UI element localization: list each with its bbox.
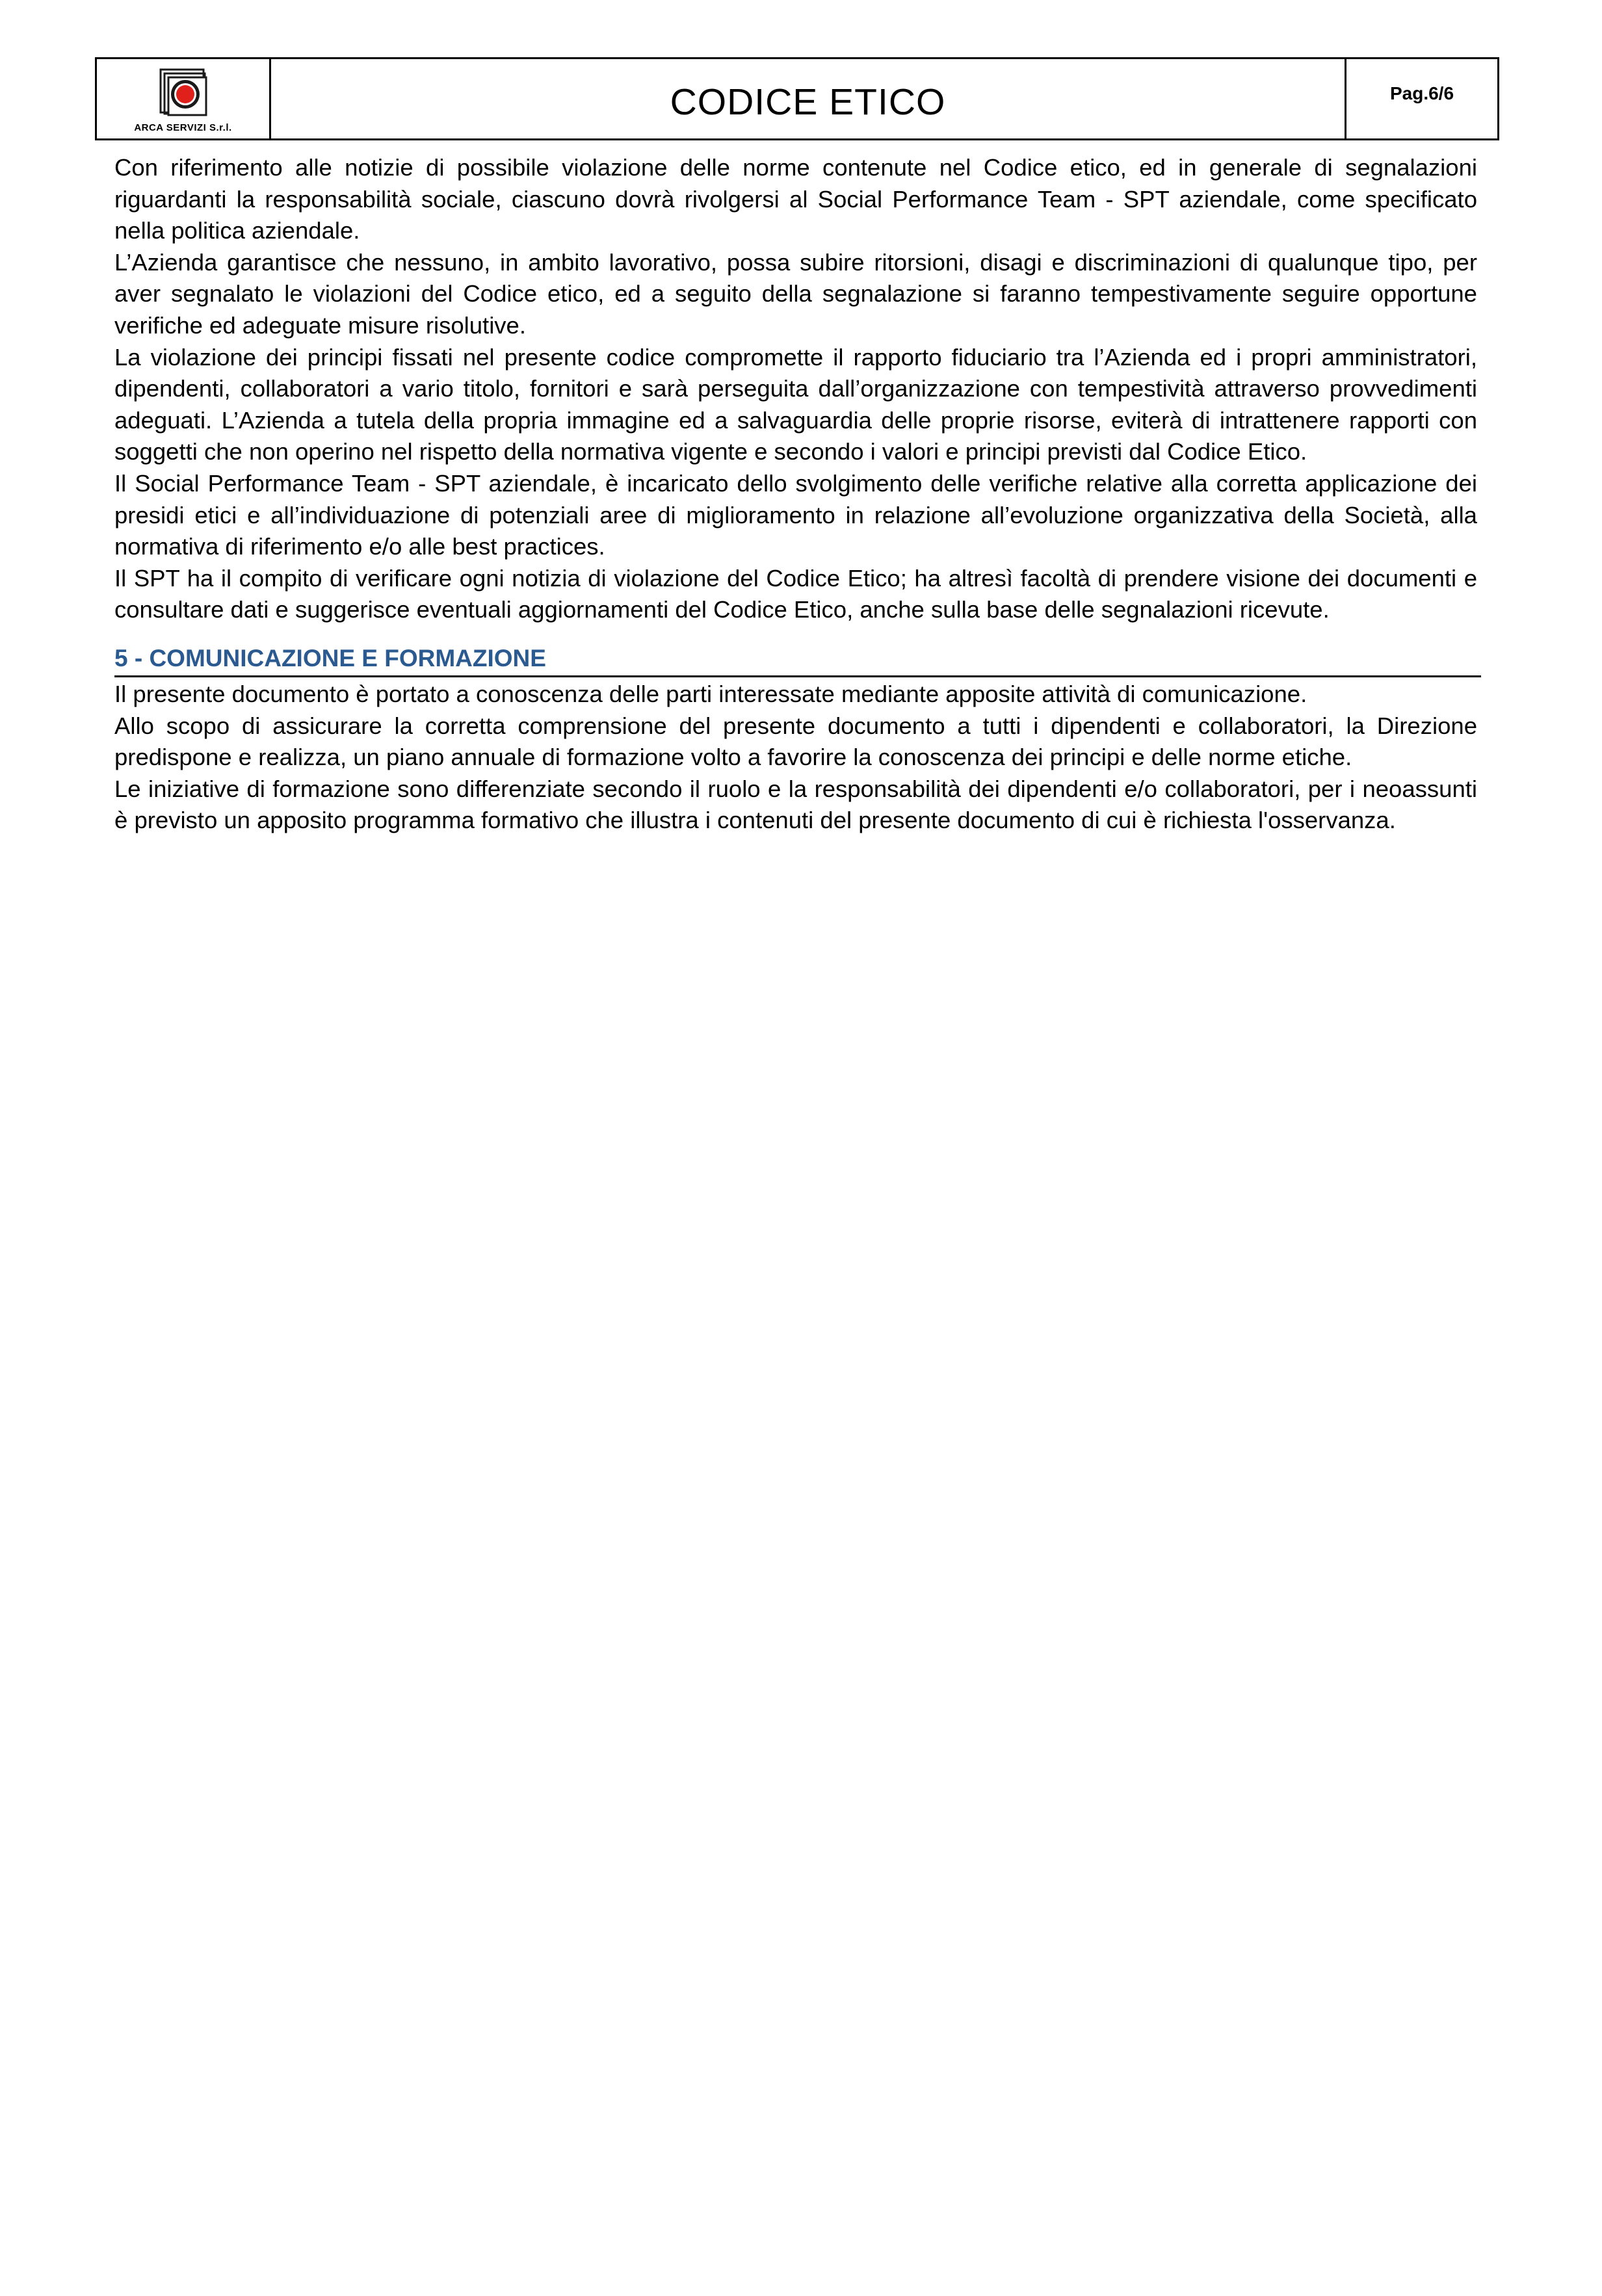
paragraph: Il Social Performance Team - SPT aziendale, è incaricato dello svolgimento delle verifiche relative alla corretta applicazione dei presidi etici e all’individuazione di potenziali aree di miglioramento in relazione all’evoluzione organizzativa della Società, alla normativa di riferimento e/o alle best practices. — [114, 469, 1477, 560]
paragraph: Il presente documento è portato a conoscenza delle parti interessate mediante apposite attività di comunicazione. — [114, 680, 1307, 707]
paragraph: La violazione dei principi fissati nel presente codice compromette il rapporto fiduciario tra l’Azienda ed i propri amministratori, dipendenti, collaboratori a vario titolo, fornitori e sarà perseguita dall’organizzazione con tempestività attraverso provvedimenti adeguati. L’Azienda a tutela della propria immagine ed a salvaguardia delle proprie risorse, eviterà di intrattenere rapporti con soggetti che non operino nel rispetto della normativa vigente e secondo i valori e principi previsti dal Codice Etico. — [114, 343, 1477, 465]
paragraph: Allo scopo di assicurare la corretta comprensione del presente documento a tutti i dipendenti e collaboratori, la Direzione predispone e realizza, un piano annuale di formazione volto a favorire la conoscenza dei principi e delle norme etiche. — [114, 712, 1477, 771]
paragraph: Con riferimento alle notizie di possibile violazione delle norme contenute nel Codice etico, ed in generale di segnalazioni riguardanti la responsabilità sociale, ciascuno dovrà rivolgersi al Social Performance Team - SPT aziendale, come specificato nella politica aziendale. — [114, 154, 1477, 244]
document-body — [114, 152, 1477, 837]
section-body — [114, 679, 1477, 837]
document-header — [95, 57, 1499, 140]
company-name: ARCA SERVIZI S.r.l. — [134, 122, 232, 133]
page-number: Pag.6/6 — [1389, 83, 1454, 103]
paragraph: Il SPT ha il compito di verificare ogni notizia di violazione del Codice Etico; ha altresì facoltà di prendere visione dei documenti e consultare dati e suggerisce eventuali aggiornamenti del Codice Etico, anche sulla base delle segnalazioni ricevute. — [114, 564, 1477, 623]
paragraph: Le iniziative di formazione sono differenziate secondo il ruolo e la responsabilità dei dipendenti e/o collaboratori, per i neoassunti è previsto un apposito programma formativo che illustra i contenuti del presente documento di cui è richiesta l'osservanza. — [114, 775, 1477, 834]
arca-servizi-logo-icon — [159, 68, 209, 118]
document-title: CODICE ETICO — [271, 59, 1346, 138]
section-heading: 5 - COMUNICAZIONE E FORMAZIONE — [114, 643, 1481, 677]
logo-cell — [97, 59, 271, 138]
paragraph: L’Azienda garantisce che nessuno, in ambito lavorativo, possa subire ritorsioni, disagi e discriminazioni di qualunque tipo, per aver segnalato le violazioni del Codice etico, ed a seguito della segnalazione si faranno tempestivamente seguire opportune verifiche ed adeguate misure risolutive. — [114, 248, 1477, 339]
